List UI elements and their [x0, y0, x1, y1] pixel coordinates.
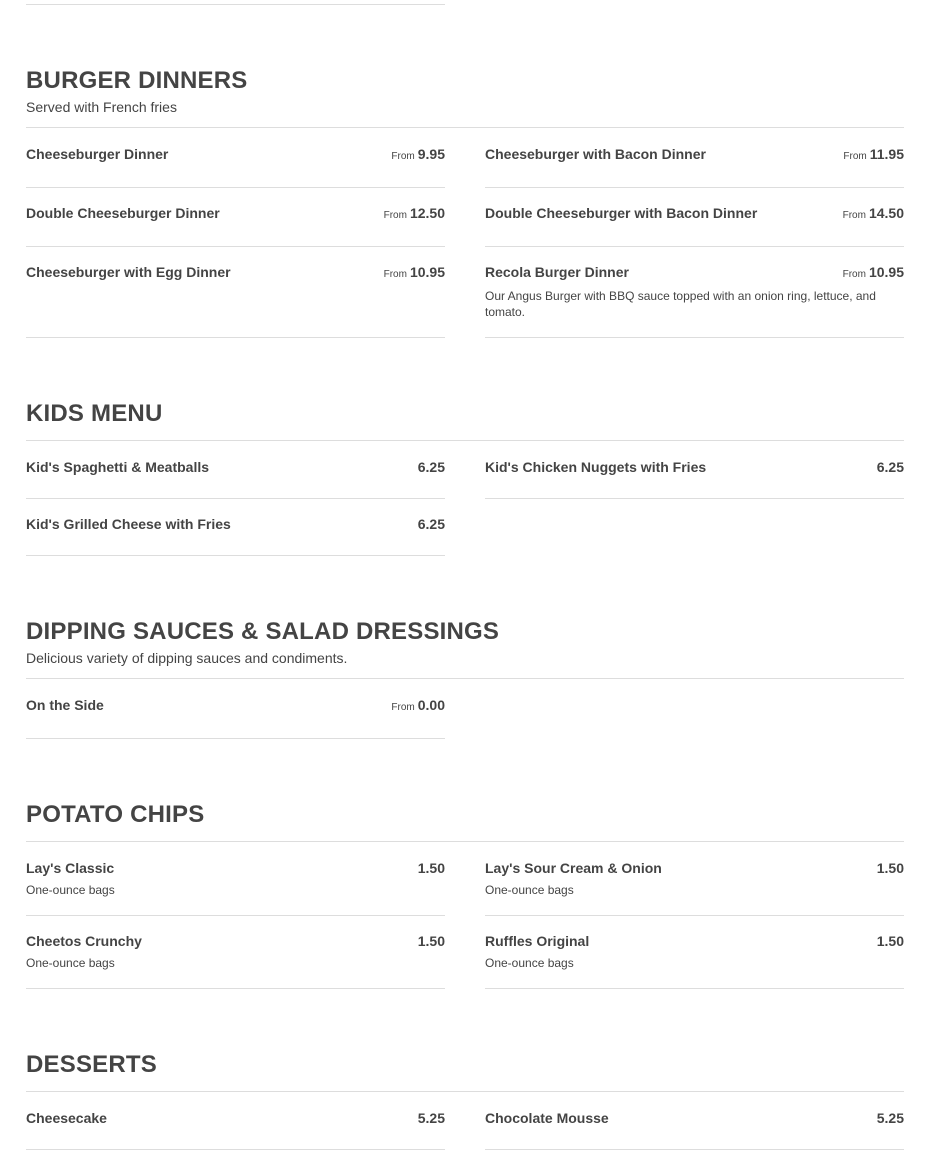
menu-item-name: Recola Burger Dinner — [485, 264, 629, 280]
price-value: 14.50 — [868, 205, 904, 221]
price-value: 0.00 — [417, 697, 445, 713]
menu-item-price — [877, 460, 904, 476]
menu-item-price — [843, 265, 904, 281]
menu-item-name: Chocolate Mousse — [485, 1110, 609, 1126]
menu-item-name: Cheetos Crunchy — [26, 933, 142, 949]
item-divider — [485, 915, 904, 916]
item-divider — [485, 337, 904, 338]
item-divider — [26, 187, 445, 188]
menu-item-name: Double Cheeseburger Dinner — [26, 205, 220, 221]
price-value: 9.95 — [417, 146, 445, 162]
price-value: 1.50 — [876, 933, 904, 949]
menu-item-price — [877, 1111, 904, 1127]
menu-item-price — [418, 1111, 445, 1127]
section-subtitle-dipping-sauces: Delicious variety of dipping sauces and condiments. — [26, 650, 348, 666]
menu-item-price — [418, 861, 445, 877]
section-divider — [26, 1091, 904, 1092]
menu-item-name: Lay's Sour Cream & Onion — [485, 860, 662, 876]
price-from-label: From — [383, 210, 407, 221]
menu-item-price — [391, 147, 445, 163]
menu-item-price — [391, 698, 445, 714]
item-divider — [485, 988, 904, 989]
price-from-label: From — [842, 210, 866, 221]
menu-item-price — [384, 265, 445, 281]
menu-item-price — [418, 517, 445, 533]
section-title-dipping-sauces: DIPPING SAUCES & SALAD DRESSINGS — [26, 618, 500, 645]
menu-item-name: On the Side — [26, 697, 104, 713]
item-divider — [26, 555, 445, 556]
item-divider — [485, 246, 904, 247]
section-subtitle-burger-dinners: Served with French fries — [26, 99, 177, 115]
menu-item-name: Cheesecake — [26, 1110, 107, 1126]
section-title-kids-menu: KIDS MENU — [26, 400, 163, 427]
price-from-label: From — [391, 151, 415, 162]
item-divider — [26, 337, 445, 338]
item-divider — [485, 1149, 904, 1150]
price-value: 6.25 — [417, 516, 445, 532]
price-value: 6.25 — [876, 459, 904, 475]
menu-item-name: Cheeseburger with Egg Dinner — [26, 264, 231, 280]
menu-item-price — [877, 934, 904, 950]
menu-item-name: Kid's Spaghetti & Meatballs — [26, 459, 210, 475]
section-title-burger-dinners: BURGER DINNERS — [26, 67, 248, 94]
menu-item-price — [843, 147, 904, 163]
price-value: 5.25 — [417, 1110, 445, 1126]
price-from-label: From — [842, 269, 866, 280]
menu-item-description: One-ounce bags — [26, 956, 115, 970]
price-value: 12.50 — [409, 205, 445, 221]
menu-item-price — [418, 460, 445, 476]
price-value: 1.50 — [876, 860, 904, 876]
item-divider — [26, 498, 445, 499]
section-title-desserts: DESSERTS — [26, 1051, 157, 1078]
price-value: 10.95 — [868, 264, 904, 280]
menu-item-price — [843, 206, 904, 222]
menu-item-name: Cheeseburger Dinner — [26, 146, 169, 162]
divider — [26, 4, 445, 5]
menu-item-name: Kid's Chicken Nuggets with Fries — [485, 459, 707, 475]
item-divider — [26, 246, 445, 247]
menu-item-price — [384, 206, 445, 222]
section-divider — [26, 841, 904, 842]
item-divider — [485, 498, 904, 499]
item-divider — [485, 187, 904, 188]
menu-item-description: One-ounce bags — [485, 883, 574, 897]
price-value: 1.50 — [417, 933, 445, 949]
menu-item-name: Cheeseburger with Bacon Dinner — [485, 146, 706, 162]
item-divider — [26, 915, 445, 916]
price-from-label: From — [391, 702, 415, 713]
menu-item-name: Double Cheeseburger with Bacon Dinner — [485, 205, 758, 221]
menu-item-name: Kid's Grilled Cheese with Fries — [26, 516, 231, 532]
section-divider — [26, 678, 904, 679]
price-value: 6.25 — [417, 459, 445, 475]
price-value: 5.25 — [876, 1110, 904, 1126]
price-from-label: From — [383, 269, 407, 280]
price-value: 11.95 — [869, 146, 904, 162]
menu-item-price — [877, 861, 904, 877]
menu-item-description: One-ounce bags — [485, 956, 574, 970]
item-divider — [26, 1149, 445, 1150]
section-title-potato-chips: POTATO CHIPS — [26, 801, 205, 828]
price-value: 1.50 — [417, 860, 445, 876]
price-value: 10.95 — [409, 264, 445, 280]
menu-item-description: Our Angus Burger with BBQ sauce topped with an onion ring, lettuce, and tomato. — [485, 289, 876, 319]
menu-item-name: Lay's Classic — [26, 860, 115, 876]
item-divider — [26, 738, 445, 739]
item-divider — [26, 988, 445, 989]
menu-item-price — [418, 934, 445, 950]
menu-item-name: Ruffles Original — [485, 933, 590, 949]
price-from-label: From — [843, 151, 867, 162]
section-divider — [26, 440, 904, 441]
menu-item-description: One-ounce bags — [26, 883, 115, 897]
section-divider — [26, 127, 904, 128]
